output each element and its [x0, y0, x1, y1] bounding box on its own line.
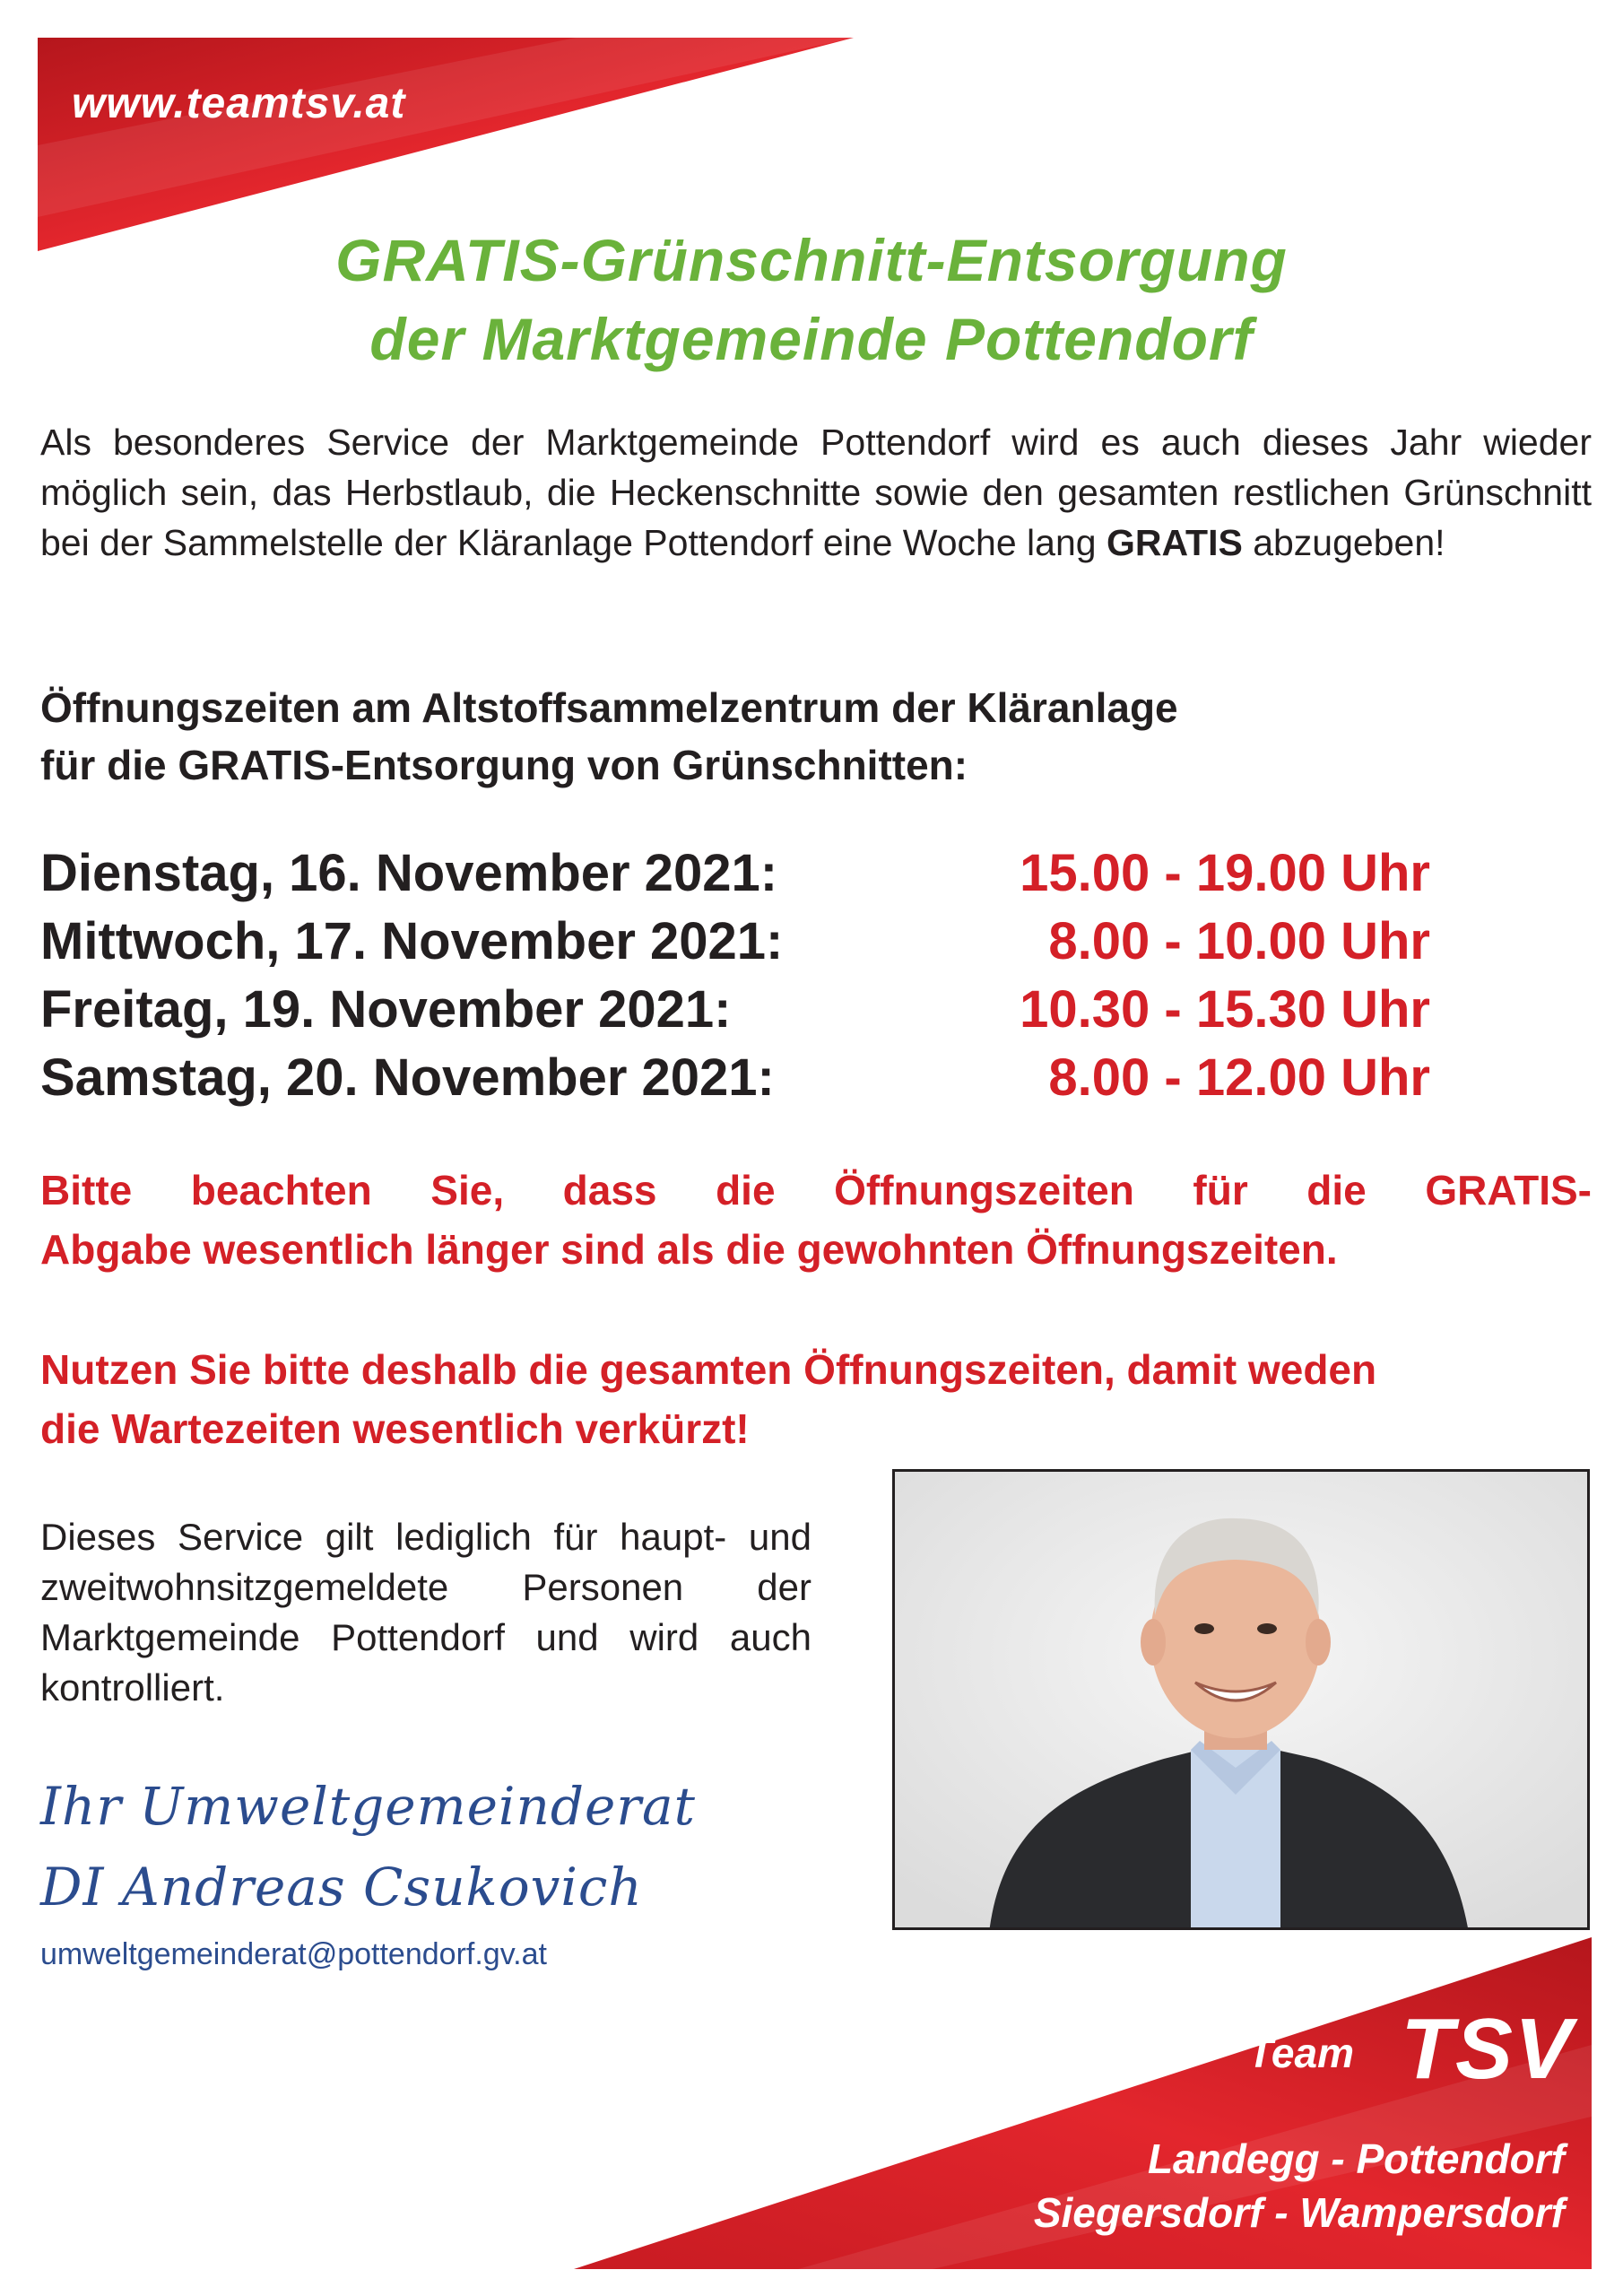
schedule-day: Dienstag, 16. November 2021:	[40, 844, 778, 902]
hours-heading-line-1: Öffnungszeiten am Altstoffsammelzentrum der Kläranlage	[40, 684, 1178, 731]
places-line-1: Landegg - Pottendorf	[1147, 2135, 1565, 2182]
tsv-logo-text: TSV	[1401, 2001, 1574, 2097]
notice-line-2: Abgabe wesentlich länger sind als die gewohnten Öffnungszeiten.	[40, 1226, 1338, 1273]
notice-line-3: Nutzen Sie bitte deshalb die gesamten Öffnungszeiten, damit weden	[40, 1346, 1377, 1393]
top-red-banner	[38, 38, 854, 251]
schedule-time: 15.00 - 19.00 Uhr	[1020, 844, 1430, 902]
website-url[interactable]: www.teamtsv.at	[72, 80, 406, 127]
notice-line-1: Bitte beachten Sie, dass die Öffnungszeiten für die GRATIS-	[40, 1167, 1592, 1213]
schedule-time: 8.00 - 10.00 Uhr	[1048, 912, 1430, 970]
team-label: Team	[1247, 2030, 1354, 2076]
schedule-time: 8.00 - 12.00 Uhr	[1048, 1048, 1430, 1107]
intro-bold-gratis: GRATIS	[1106, 522, 1243, 563]
portrait-photo	[892, 1469, 1590, 1930]
signature-line-2: DI Andreas Csukovich	[40, 1857, 643, 1918]
service-paragraph: Dieses Service gilt lediglich für haupt- und zweitwohnsitzgemeldete Personen der Marktgemeinde Pottendorf und wird auch kontrolliert.	[40, 1516, 812, 1709]
signature-line-1: Ihr Umweltgemeinderat	[40, 1776, 696, 1837]
intro-text-end: abzugeben!	[1242, 522, 1445, 563]
intro-paragraph	[40, 417, 1592, 568]
page-title-line-1: GRATIS-Grünschnitt-Entsorgung	[335, 227, 1288, 293]
schedule-day: Freitag, 19. November 2021:	[40, 980, 732, 1039]
schedule-day: Samstag, 20. November 2021:	[40, 1048, 775, 1107]
page-title-line-2: der Marktgemeinde Pottendorf	[369, 306, 1254, 372]
portrait-illustration	[895, 1472, 1590, 1930]
hours-heading-line-2: für die GRATIS-Entsorgung von Grünschnitten:	[40, 742, 968, 788]
schedule-day: Mittwoch, 17. November 2021:	[40, 912, 784, 970]
places-line-2: Siegersdorf - Wampersdorf	[1033, 2189, 1565, 2236]
schedule-time: 10.30 - 15.30 Uhr	[1020, 980, 1430, 1039]
intro-text: Als besonderes Service der Marktgemeinde Pottendorf wird es auch dieses Jahr wieder möglich sein, das Herbstlaub, die Heckenschnitte sowie den gesamten restlichen Grünschnitt bei der Sammelstelle der Kläranlage Pottendorf eine Woche lang	[40, 422, 1592, 563]
contact-email[interactable]: umweltgemeinderat@pottendorf.gv.at	[40, 1937, 547, 1971]
notice-line-4: die Wartezeiten wesentlich verkürzt!	[40, 1405, 750, 1452]
